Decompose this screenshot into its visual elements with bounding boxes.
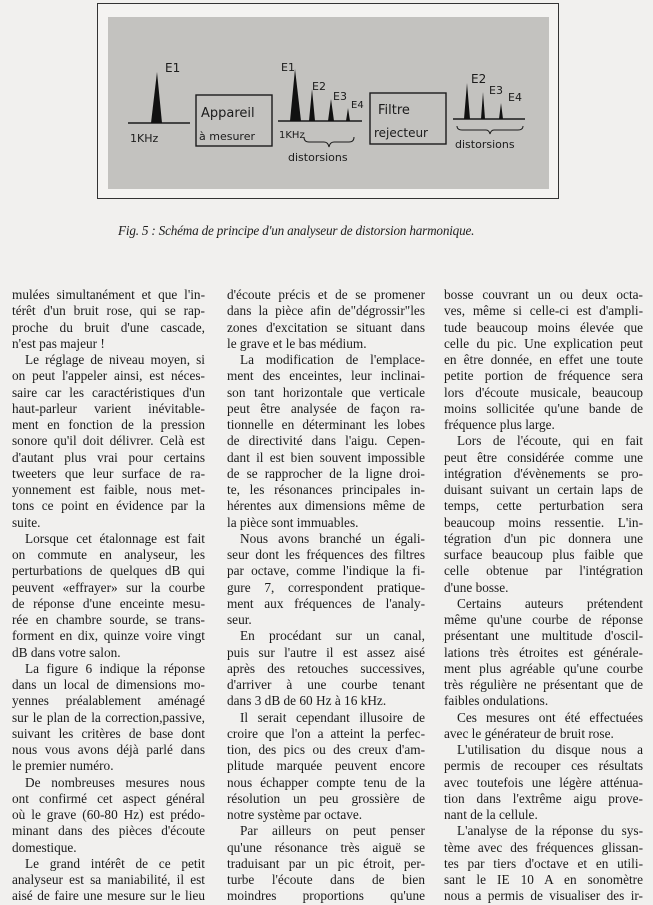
text-line: L'utilisation du disque nous a bbox=[457, 742, 643, 757]
text-line: lations très étroites est générale- bbox=[444, 644, 643, 660]
text-line: de directivité dans l'aigu. Cepen- bbox=[227, 433, 425, 449]
figure-5-diagram bbox=[108, 17, 549, 189]
text-line: Lors de l'écoute, qui en fait bbox=[457, 433, 643, 449]
filtered-spectrum bbox=[453, 72, 525, 151]
text-line: ment plus agréable qu'une courbe bbox=[444, 660, 643, 676]
text-line: tème avec des fréquences glissan- bbox=[444, 839, 643, 855]
input-freq-label: 1KHz bbox=[130, 132, 159, 145]
figure-5-frame bbox=[97, 3, 559, 199]
text-line: suivant les critères de base dont bbox=[12, 725, 205, 741]
text-line: tes par tiers d'octave et en utili- bbox=[444, 855, 643, 871]
text-line: sant le IE 10 A en sonomètre bbox=[444, 872, 643, 887]
text-line: très régulière ne présentant que de bbox=[444, 677, 643, 692]
output-freq-label: 1KHz bbox=[279, 130, 305, 141]
text-line: seur dont les fréquences des filtres bbox=[227, 547, 425, 562]
text-line: puis sur l'autre il est assez aisé bbox=[227, 644, 425, 660]
text-line: traduisant par un pic étroit, per- bbox=[227, 855, 425, 871]
text-line: dant il est bien souvent impossible bbox=[227, 449, 425, 465]
text-line: d'une bosse. bbox=[444, 579, 509, 595]
text-line: celle obtenue par l'intégration bbox=[444, 563, 643, 579]
text-line: En procédant sur un canal, bbox=[240, 628, 425, 644]
text-line: tégration d'un pic donnera une bbox=[444, 530, 643, 546]
text-line: analyseur est sa maniabilité, il est bbox=[12, 872, 205, 887]
text-line: présentant une multitude d'oscil- bbox=[444, 628, 643, 644]
filtered-distortion-brace bbox=[457, 126, 523, 134]
input-peak-e1 bbox=[151, 72, 162, 123]
text-line: La modification de l'emplace- bbox=[240, 352, 425, 367]
text-line: dans un local de dimensions mo- bbox=[12, 677, 205, 692]
text-line: fréquence plus large. bbox=[444, 417, 555, 432]
output-peak-e2 bbox=[309, 89, 315, 121]
text-line: proche du bruit d'une cascade, bbox=[12, 319, 205, 335]
text-line: dB dans votre salon. bbox=[12, 644, 121, 660]
text-line: forment en dix, quinze voire vingt bbox=[12, 628, 205, 644]
text-line: rée en chambre sourde, se trans- bbox=[12, 612, 205, 627]
text-line: on commute en analyseur, les bbox=[12, 547, 205, 562]
text-line: ment aux fréquences de l'analy- bbox=[227, 595, 425, 611]
text-column-3 bbox=[444, 287, 643, 905]
notch-filter-box bbox=[370, 93, 446, 144]
text-line: surface beaucoup plus faible que bbox=[444, 547, 643, 562]
text-line: faibles ondulations. bbox=[444, 693, 549, 709]
text-line: sonore qu'il doit délivrer. Celà est bbox=[12, 433, 205, 449]
text-line: zones d'excitation se situant dans bbox=[227, 319, 425, 335]
text-line: en être donnée, en effet une toute bbox=[444, 352, 643, 367]
filtered-peak-e3 bbox=[481, 92, 485, 119]
device-box-line1: Appareil bbox=[201, 106, 255, 121]
text-line: minant dans des pièces d'écoute bbox=[12, 823, 205, 839]
text-line: tons ce point en évidence par la bbox=[12, 498, 205, 514]
text-line: avec le générateur de bruit rose. bbox=[444, 725, 614, 741]
filtered-peak-label-e4: E4 bbox=[508, 91, 522, 104]
output-distortion-brace bbox=[304, 137, 354, 147]
filter-box-line1: Filtre bbox=[378, 103, 410, 118]
text-line: saire car les caractéristiques d'un bbox=[12, 384, 205, 400]
filter-box-line2: rejecteur bbox=[374, 126, 428, 140]
text-line: suite. bbox=[12, 514, 41, 530]
text-line: peuvent «effrayer» sur la courbe bbox=[12, 579, 205, 595]
text-line: ment en fonction de la pression bbox=[12, 417, 205, 432]
text-line: plitude marquée peuvent encore bbox=[227, 758, 425, 774]
text-line: bosse couvrant un ou deux octa- bbox=[444, 287, 643, 302]
text-line: perturbations de quelques dB qui bbox=[12, 563, 205, 579]
text-line: d'écoute précis et de se promener bbox=[227, 287, 425, 302]
text-column-1 bbox=[12, 287, 205, 905]
text-line: ment des enceintes, leur inclinai- bbox=[227, 368, 425, 384]
text-line: beaucoup moins ressentie. L'in- bbox=[444, 514, 643, 530]
text-line: par octave, comme l'indique la fi- bbox=[227, 563, 425, 579]
filtered-peak-label-e2: E2 bbox=[471, 72, 487, 86]
text-line: moins sollicitée qu'une bande de bbox=[444, 400, 643, 416]
text-line: tion, des pics ou des creux d'am- bbox=[227, 742, 425, 757]
text-line: après des retouches successives, bbox=[227, 660, 425, 676]
text-line: Nous avons branché un égali- bbox=[240, 530, 425, 546]
text-line: notre système par octave. bbox=[227, 807, 363, 822]
text-line: avec toutefois une légère atténua- bbox=[444, 774, 643, 790]
text-line: sur le plan de la correction,passive, bbox=[12, 709, 205, 725]
text-line: d'autant plus vrai pour certains bbox=[12, 449, 205, 465]
text-line: intégration d'évènements se pro- bbox=[444, 465, 643, 481]
device-box-line2: à mesurer bbox=[199, 130, 255, 143]
output-peak-label-e2: E2 bbox=[312, 80, 326, 93]
text-line: moindres proportions qu'une bbox=[227, 888, 425, 904]
device-under-test-box bbox=[196, 95, 272, 146]
text-line: son tant horizontale que verticale bbox=[227, 384, 425, 400]
text-line: L'analyse de la réponse du sys- bbox=[457, 823, 643, 839]
text-line: peut être analysée de façon ra- bbox=[227, 400, 425, 416]
text-line: dans 3 dB de 60 Hz à 16 kHz. bbox=[227, 693, 387, 709]
text-line: celle du pic. Une explication peut bbox=[444, 335, 643, 351]
text-line: tionnelle en déterminant les lobes bbox=[227, 417, 425, 432]
text-column-2 bbox=[227, 287, 425, 905]
text-line: le grave et le bas médium. bbox=[227, 335, 367, 351]
text-line: domestique. bbox=[12, 839, 77, 855]
text-line: De nombreuses mesures nous bbox=[25, 774, 205, 790]
text-line: térêt d'un bruit rose, qui se rap- bbox=[12, 303, 205, 319]
text-line: temps, cette perturbation sera bbox=[444, 498, 643, 514]
text-line: turbe l'écoute dans de bien bbox=[227, 872, 425, 887]
output-spectrum bbox=[278, 61, 364, 164]
text-line: on peut l'appeler ainsi, est néces- bbox=[12, 368, 205, 384]
text-line: yonnement est faible, nous met- bbox=[12, 482, 205, 497]
text-line: croire que l'on a atteint la perfec- bbox=[227, 725, 425, 741]
output-peak-label-e1: E1 bbox=[281, 61, 295, 74]
text-line: La figure 6 indique la réponse bbox=[25, 660, 205, 676]
filtered-brace-label: distorsions bbox=[455, 138, 515, 151]
text-line: duisant suivant un certain laps de bbox=[444, 482, 643, 497]
text-line: où le grave (60-80 Hz) est prédo- bbox=[12, 807, 205, 822]
filtered-peak-e2 bbox=[464, 83, 470, 119]
text-line: tweeters que leur surface de ra- bbox=[12, 465, 205, 481]
text-line: mulées simultanément et que l'in- bbox=[12, 287, 205, 302]
text-line: dans la pièce afin de"dégrossir"les bbox=[227, 303, 425, 319]
text-line: Ces mesures ont été effectuées bbox=[457, 709, 643, 725]
text-line: permis de recouper ces résultats bbox=[444, 758, 643, 774]
text-line: te, les résonances principales in- bbox=[227, 482, 425, 497]
text-line: nous échapper compte tenu de la bbox=[227, 774, 425, 790]
text-line: ont confirmé cet aspect général bbox=[12, 790, 205, 806]
text-line: Lorsque cet étalonnage est fait bbox=[25, 530, 205, 546]
text-line: petite portion de fréquence sera bbox=[444, 368, 643, 384]
text-line: gure 7, correspondent pratique- bbox=[227, 579, 425, 595]
figure-caption: Fig. 5 : Schéma de principe d'un analyseur de distorsion harmonique. bbox=[118, 223, 475, 238]
text-line: Le grand intérêt de ce petit bbox=[25, 855, 205, 871]
filtered-peak-label-e3: E3 bbox=[489, 84, 503, 97]
text-line: de réponse d'une enceinte mesu- bbox=[12, 595, 205, 611]
text-line: n'est pas majeur ! bbox=[12, 335, 105, 351]
input-spectrum bbox=[128, 61, 190, 145]
text-line: d'arriver à une courbe tenant bbox=[227, 677, 425, 692]
text-line: aisé de faire une mesure sur le lieu bbox=[12, 888, 205, 904]
text-line: ves, même si celle-ci est d'ampli- bbox=[444, 303, 643, 319]
text-line: nous vous avons déjà parlé dans bbox=[12, 742, 205, 757]
output-peak-label-e3: E3 bbox=[333, 90, 347, 103]
text-line: résolution un peu grossière de bbox=[227, 790, 425, 806]
text-line: tude beaucoup moins élevée que bbox=[444, 319, 643, 335]
input-peak-label: E1 bbox=[165, 61, 181, 75]
text-line: lors d'écoute musicale, beaucoup bbox=[444, 384, 643, 400]
text-line: de se rapprocher de la ligne droi- bbox=[227, 465, 425, 481]
text-line: peut être considérée comme une bbox=[444, 449, 643, 465]
text-line: Par ailleurs on peut penser bbox=[240, 823, 425, 839]
text-line: nous a permis de visualiser des ir- bbox=[444, 888, 643, 904]
text-line: seur. bbox=[227, 612, 252, 627]
text-line: haut-parleur varient inévitable- bbox=[12, 400, 205, 416]
text-line: hérentes aux dimensions même de bbox=[227, 498, 425, 514]
output-peak-e1 bbox=[290, 69, 301, 121]
text-line: nant de la cellule. bbox=[444, 807, 538, 822]
text-line: même qu'une courbe de réponse bbox=[444, 612, 643, 627]
text-line: yennes préalablement aménagé bbox=[12, 693, 205, 709]
output-peak-e4 bbox=[346, 108, 350, 121]
text-line: Le réglage de niveau moyen, si bbox=[25, 352, 205, 367]
text-line: Certains auteurs prétendent bbox=[457, 595, 643, 611]
output-peak-label-e4: E4 bbox=[351, 100, 364, 111]
text-line: le premier numéro. bbox=[12, 758, 114, 774]
text-line: tion dans l'extrême aigu prove- bbox=[444, 790, 643, 806]
output-brace-label: distorsions bbox=[288, 151, 348, 164]
filtered-peak-e4 bbox=[499, 103, 503, 119]
text-line: qu'une résonance très aiguë se bbox=[227, 839, 425, 855]
text-line: la pièce sont immuables. bbox=[227, 514, 359, 530]
text-line: Il serait cependant illusoire de bbox=[240, 709, 425, 725]
